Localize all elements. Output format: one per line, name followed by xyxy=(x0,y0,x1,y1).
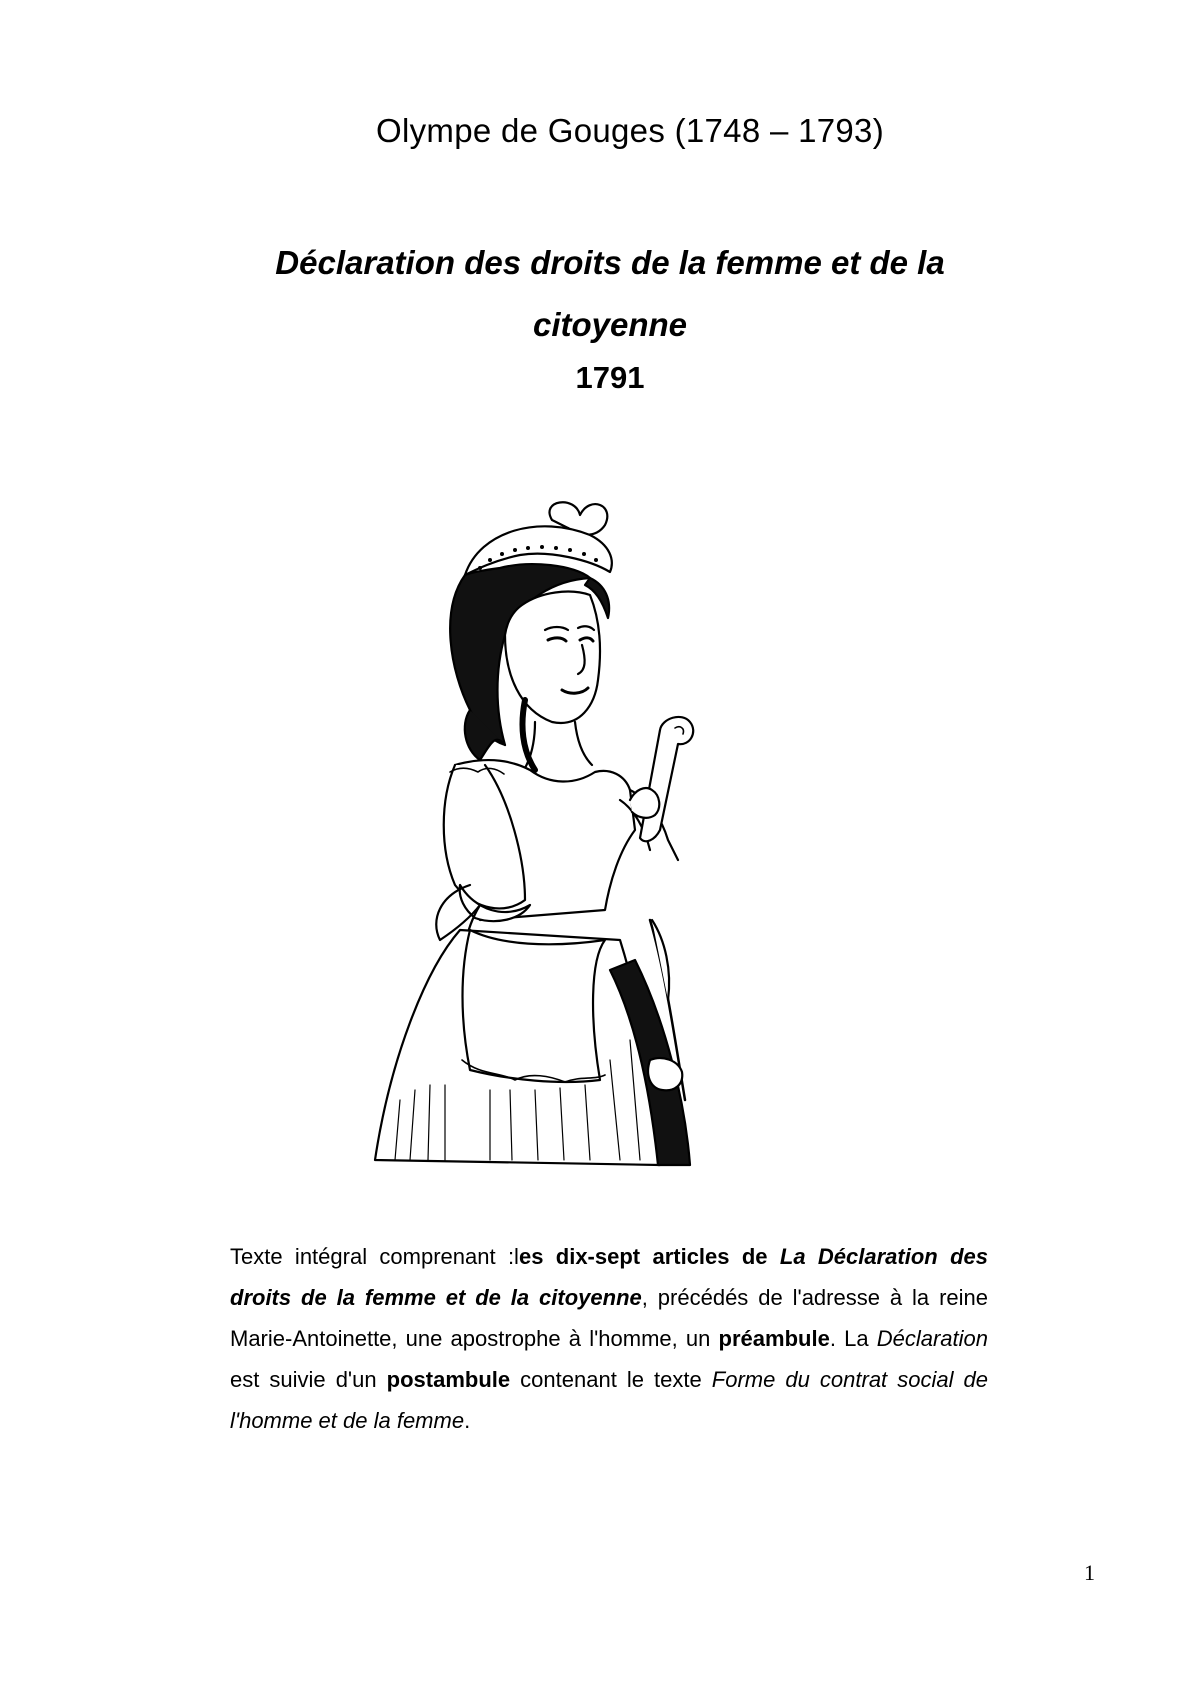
description-text-7: Déclaration xyxy=(876,1326,988,1351)
woman-portrait-illustration xyxy=(290,500,910,1220)
page-number: 1 xyxy=(1084,1560,1095,1585)
description-text-6: . La xyxy=(829,1326,877,1351)
description-text-4: , précédés de l'adresse à la reine Marie-Antoinette, une apostrophe à l'homme, un xyxy=(230,1285,988,1351)
author-heading-text: Olympe de Gouges (1748 – 1793) xyxy=(376,112,884,149)
author-heading xyxy=(0,112,1200,150)
description-text-8: est suivie d'un xyxy=(230,1367,387,1392)
description-text-2: es dix-sept articles de xyxy=(518,1244,780,1269)
description-text-9: postambule xyxy=(386,1367,511,1392)
description-text-3: La Déclaration des droits de la femme et de la citoyenne xyxy=(230,1244,988,1310)
description-text-5: préambule xyxy=(718,1326,830,1351)
description-text-11: Forme du contrat social de l'homme et de la femme xyxy=(230,1367,988,1433)
description-text-10: contenant le texte xyxy=(510,1367,712,1392)
description-text-12: . xyxy=(464,1408,471,1433)
work-title: Déclaration des droits de la femme et de la citoyenne xyxy=(275,244,945,343)
description-paragraph xyxy=(230,1236,988,1441)
work-year: 1791 xyxy=(575,360,645,395)
description-text-1: Texte intégral comprenant :l xyxy=(230,1244,519,1269)
